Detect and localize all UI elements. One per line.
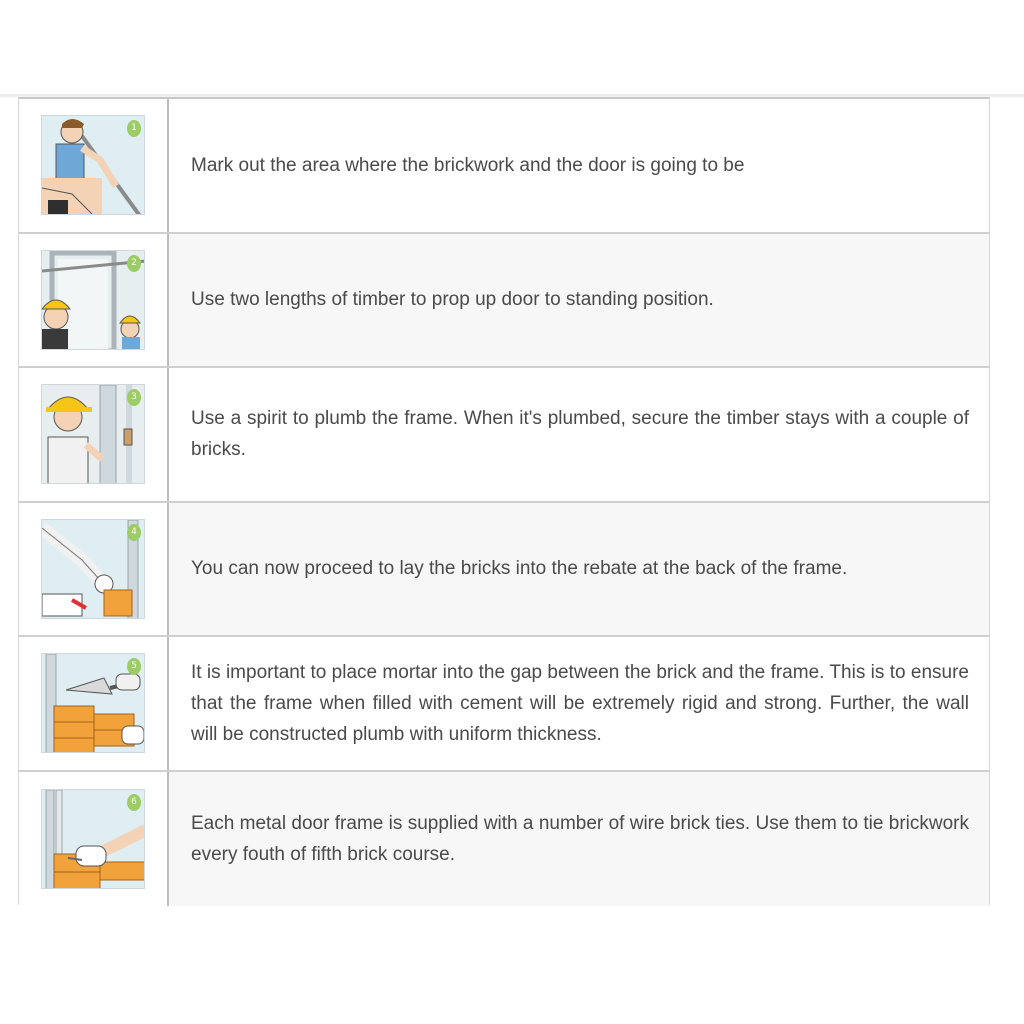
table-row: [19, 637, 989, 772]
image-cell: [19, 772, 169, 907]
image-cell: [19, 637, 169, 770]
instruction-cell: [169, 503, 989, 636]
steps-table: [18, 97, 990, 905]
step-number-badge: 3: [127, 389, 141, 406]
laying-bricks-illustration: [41, 519, 145, 619]
step-instruction: It is important to place mortar into the gap between the brick and the frame. This is to ensure that the frame when filled with cement will be extremely rigid and strong. Further, the wall will be constructed plumb with uniform thickness.: [191, 661, 969, 745]
step-instruction: Use two lengths of timber to prop up door to standing position.: [191, 289, 714, 311]
instruction-cell: [169, 234, 989, 367]
propping-door-illustration: [41, 250, 145, 350]
brick-ties-illustration: [41, 789, 145, 889]
image-cell: [19, 368, 169, 501]
image-cell: [19, 234, 169, 367]
step-number-badge: 1: [127, 120, 141, 137]
step-number-badge: 4: [127, 524, 141, 541]
instruction-cell: [169, 772, 989, 907]
step-instruction: Mark out the area where the brickwork and the door is going to be: [191, 154, 745, 176]
instruction-cell: [169, 99, 989, 232]
table-row: [19, 99, 989, 234]
table-row: [19, 368, 989, 503]
step-instruction: Use a spirit to plumb the frame. When it's plumbed, secure the timber stays with a couple of bricks.: [191, 408, 969, 461]
marking-wall-illustration: [41, 115, 145, 215]
image-cell: [19, 503, 169, 636]
step-number-badge: 6: [127, 794, 141, 811]
step-number-badge: 2: [127, 255, 141, 272]
step-instruction: You can now proceed to lay the bricks into the rebate at the back of the frame.: [191, 558, 848, 580]
table-row: [19, 772, 989, 907]
image-cell: [19, 99, 169, 232]
instruction-cell: [169, 637, 989, 770]
mortar-gap-illustration: [41, 653, 145, 753]
table-row: [19, 503, 989, 638]
instruction-cell: [169, 368, 989, 501]
step-number-badge: 5: [127, 658, 141, 675]
plumbing-frame-illustration: [41, 384, 145, 484]
step-instruction: Each metal door frame is supplied with a number of wire brick ties. Use them to tie brickwork every fouth of fifth brick course.: [191, 812, 969, 865]
table-row: [19, 234, 989, 369]
